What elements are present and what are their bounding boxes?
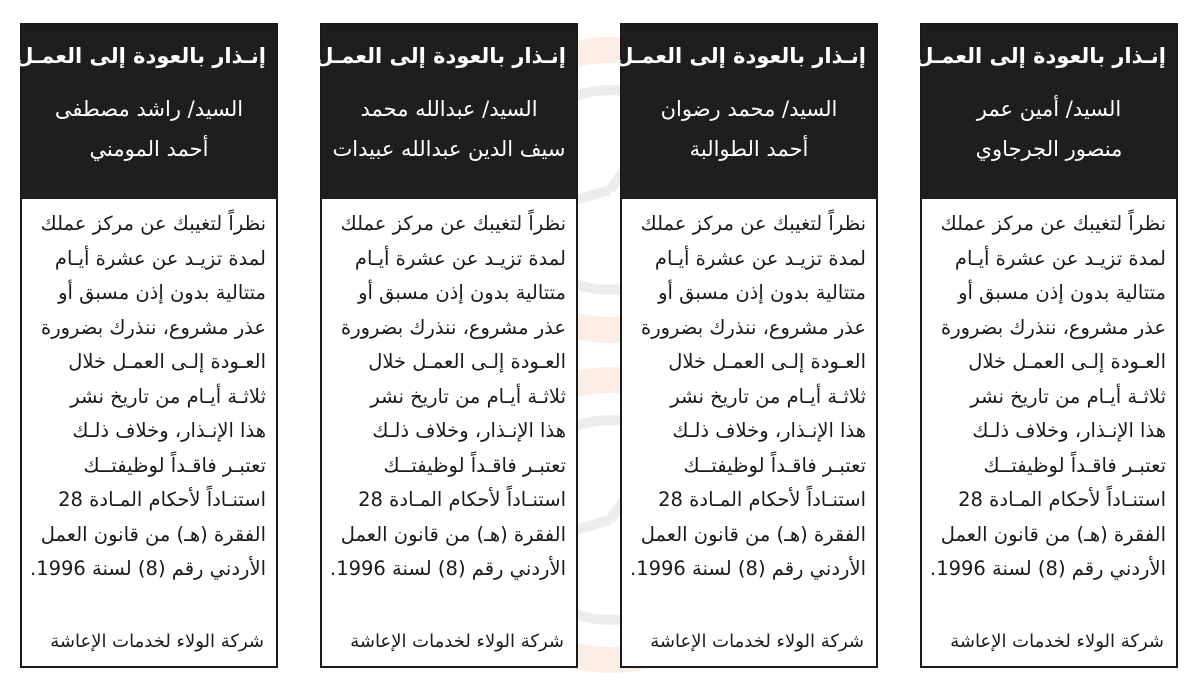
body-line: لمدة تزيـد عن عشرة أيـام [954, 246, 1166, 270]
body-line: العـودة إلـى العمـل خلال [968, 350, 1166, 373]
body-line: ثلاثـة أيـام من تاريخ نشر [70, 384, 266, 408]
notice-title: إنـذار بالعودة إلى العمـل [15, 44, 266, 68]
notice-body [322, 199, 576, 587]
body-line: متتالية بدون إذن مسبق أو [358, 281, 566, 304]
body-line: نظراً لتغيبك عن مركز عملك [340, 212, 566, 235]
employee-name-line2: أحمد الطوالبة [689, 137, 809, 161]
body-line: استنـاداً لأحكام المـادة 28 [958, 488, 1166, 511]
body-line: استنـاداً لأحكام المـادة 28 [58, 488, 266, 511]
company-signature: شركة الولاء لخدمات الإعاشة [350, 631, 564, 652]
body-line: الأردني رقم (8) لسنة 1996. [630, 557, 866, 580]
employee-name-line2: أحمد المومني [89, 137, 209, 161]
body-line: الفقرة (هـ) من قانون العمل [340, 522, 566, 546]
body-line: الأردني رقم (8) لسنة 1996. [30, 557, 266, 580]
body-line: متتالية بدون إذن مسبق أو [958, 281, 1166, 304]
body-line: لمدة تزيـد عن عشرة أيـام [654, 246, 866, 270]
body-line: هذا الإنـذار، وخلاف ذلـك [72, 419, 266, 442]
body-line: ثلاثـة أيـام من تاريخ نشر [970, 384, 1166, 408]
notice-title: إنـذار بالعودة إلى العمـل [315, 44, 566, 68]
body-line: لمدة تزيـد عن عشرة أيـام [354, 246, 566, 270]
notice-body [922, 199, 1176, 587]
body-line: ثلاثـة أيـام من تاريخ نشر [670, 384, 866, 408]
notice-card [915, 23, 1178, 668]
notice-card [615, 23, 878, 668]
body-line: الفقرة (هـ) من قانون العمل [40, 522, 266, 546]
employee-name [32, 89, 266, 169]
notice-card [15, 23, 278, 668]
body-line: نظراً لتغيبك عن مركز عملك [640, 212, 866, 235]
notice-header [15, 25, 276, 199]
employee-name [632, 89, 866, 169]
employee-name-line1: السيد/ أمين عمر [976, 97, 1122, 121]
body-line: استنـاداً لأحكام المـادة 28 [358, 488, 566, 511]
body-line: عذر مشروع، ننذرك بضرورة [340, 315, 566, 339]
company-signature: شركة الولاء لخدمات الإعاشة [950, 631, 1164, 652]
notice-title: إنـذار بالعودة إلى العمـل [915, 44, 1166, 68]
company-signature: شركة الولاء لخدمات الإعاشة [50, 631, 264, 652]
employee-name [332, 89, 566, 169]
body-line: لمدة تزيـد عن عشرة أيـام [54, 246, 266, 270]
employee-name-line2: سيف الدين عبدالله عبيدات [332, 137, 566, 161]
body-line: هذا الإنـذار، وخلاف ذلـك [672, 419, 866, 442]
body-line: تعتبـر فاقـداً لوظيفتــك [683, 453, 866, 477]
body-line: تعتبـر فاقـداً لوظيفتــك [83, 453, 266, 477]
body-line: متتالية بدون إذن مسبق أو [658, 281, 866, 304]
body-line: عذر مشروع، ننذرك بضرورة [640, 315, 866, 339]
body-line: نظراً لتغيبك عن مركز عملك [940, 212, 1166, 235]
company-signature: شركة الولاء لخدمات الإعاشة [650, 631, 864, 652]
body-line: تعتبـر فاقـداً لوظيفتــك [383, 453, 566, 477]
employee-name [932, 89, 1166, 169]
body-line: العـودة إلـى العمـل خلال [68, 350, 266, 373]
body-line: متتالية بدون إذن مسبق أو [58, 281, 266, 304]
notice-body [22, 199, 276, 587]
notice-title: إنـذار بالعودة إلى العمـل [615, 44, 866, 68]
body-line: هذا الإنـذار، وخلاف ذلـك [972, 419, 1166, 442]
notice-card [315, 23, 578, 668]
employee-name-line1: السيد/ محمد رضوان [660, 97, 838, 121]
body-line: الأردني رقم (8) لسنة 1996. [930, 557, 1166, 580]
body-line: العـودة إلـى العمـل خلال [368, 350, 566, 373]
body-line: هذا الإنـذار، وخلاف ذلـك [372, 419, 566, 442]
body-line: ثلاثـة أيـام من تاريخ نشر [370, 384, 566, 408]
body-line: عذر مشروع، ننذرك بضرورة [940, 315, 1166, 339]
body-line: نظراً لتغيبك عن مركز عملك [40, 212, 266, 235]
employee-name-line1: السيد/ راشد مصطفى [54, 97, 244, 121]
body-line: الفقرة (هـ) من قانون العمل [940, 522, 1166, 546]
notice-header [615, 25, 876, 199]
notice-body [622, 199, 876, 587]
body-line: الفقرة (هـ) من قانون العمل [640, 522, 866, 546]
body-line: العـودة إلـى العمـل خلال [668, 350, 866, 373]
employee-name-line2: منصور الجرجاوي [975, 137, 1123, 161]
notice-header [315, 25, 576, 199]
body-line: عذر مشروع، ننذرك بضرورة [40, 315, 266, 339]
body-line: استنـاداً لأحكام المـادة 28 [658, 488, 866, 511]
employee-name-line1: السيد/ عبدالله محمد [360, 97, 538, 121]
notice-header [915, 25, 1176, 199]
body-line: تعتبـر فاقـداً لوظيفتــك [983, 453, 1166, 477]
body-line: الأردني رقم (8) لسنة 1996. [330, 557, 566, 580]
